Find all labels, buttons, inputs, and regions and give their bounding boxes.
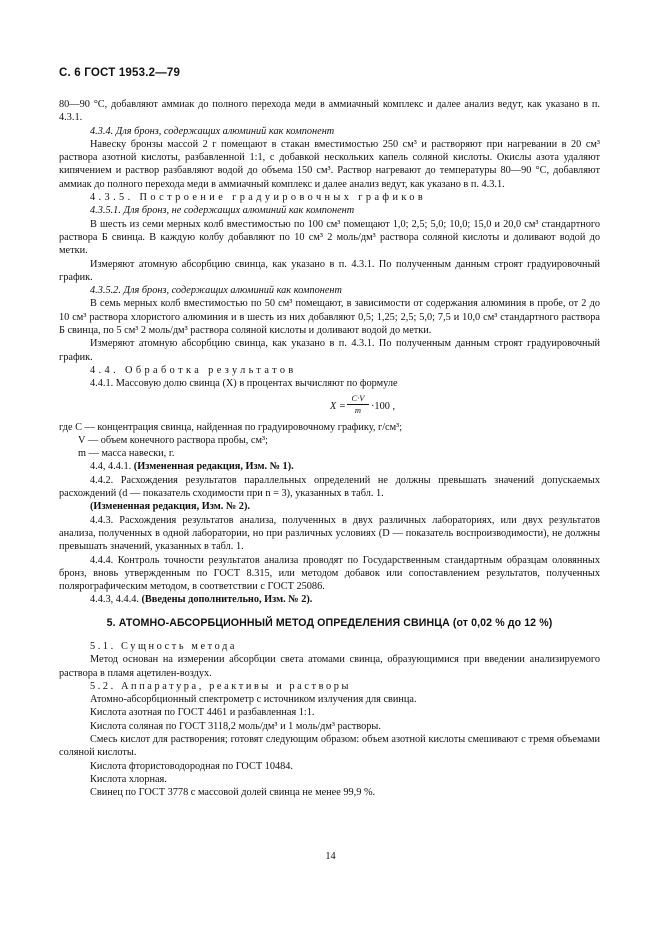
list-item: Свинец по ГОСТ 3778 с массовой долей свинца не менее 99,9 %. bbox=[90, 787, 376, 799]
list-item: Кислота хлорная. bbox=[90, 773, 167, 785]
list-item: Кислота фтористоводородная по ГОСТ 10484. bbox=[90, 760, 293, 772]
amendment-note bbox=[59, 593, 600, 606]
paragraph: Метод основан на измерении абсорбции света атомами свинца, образующимися при введении анализируемого раствора в пламя ацетилен-воздух. bbox=[59, 654, 600, 679]
amendment-text: (Измененная редакция, Изм. № 1). bbox=[133, 461, 294, 473]
page-number: 14 bbox=[325, 851, 336, 862]
subsection-heading: 4.4. Обработка результатов bbox=[90, 364, 297, 376]
formula-fraction bbox=[347, 393, 369, 416]
paragraph: В шесть из семи мерных колб вместимостью по 100 см³ помещают 1,0; 2,5; 5,0; 10,0; 15,0 и 20,0 см³ стандартного раствора Б свинца. В каждую колбу добавляют по 10 см³ 2 моль/дм³ раствора соляной кислоты и доливают водой до метки. bbox=[59, 218, 600, 257]
formula-numerator: C·V bbox=[347, 393, 369, 405]
list-item: Атомно-абсорбционный спектрометр с источником излучения для свинца. bbox=[90, 694, 417, 706]
amendment-note: (Измененная редакция, Изм. № 2). bbox=[90, 501, 250, 513]
list-item: Кислота соляная по ГОСТ 3118,2 моль/дм³ и 1 моль/дм³ растворы. bbox=[90, 720, 381, 732]
paragraph: 80—90 °С, добавляют аммиак до полного перехода меди в аммиачный комплекс и далее анализ ведут, как указано в п. 4.3.1. bbox=[59, 99, 600, 124]
list-item: Кислота азотная по ГОСТ 4461 и разбавленная 1:1. bbox=[90, 707, 315, 719]
amendment-note bbox=[59, 460, 600, 473]
amendment-ref: 4.4, 4.4.1. bbox=[90, 461, 132, 473]
subsection-heading: 4.3.5. Построение градуировочных графиков bbox=[90, 192, 427, 204]
paragraph: 4.4.1. Массовую долю свинца (X) в процентах вычисляют по формуле bbox=[90, 378, 398, 390]
subsection-heading: 4.3.5.1. Для бронз, не содержащих алюминий как компонент bbox=[90, 205, 355, 217]
amendment-text: (Введены дополнительно, Изм. № 2). bbox=[141, 594, 313, 606]
page-header: С. 6 ГОСТ 1953.2—79 bbox=[59, 67, 181, 79]
paragraph: 4.4.4. Контроль точности результатов анализа проводят по Государственным стандартным образцам оловянных бронз, вновь утвержденным по ГОСТ 8.315, или методом добавок или сопоставлением результатов, полученных полярографическим методом, в соответствии с ГОСТ 25086. bbox=[59, 554, 600, 593]
formula-lhs: X = bbox=[330, 400, 346, 412]
subsection-heading: 4.3.5.2. Для бронз, содержащих алюминий как компонент bbox=[90, 285, 342, 297]
formula bbox=[59, 391, 600, 421]
document-body bbox=[59, 98, 600, 800]
variable-definition: m — масса навески, г. bbox=[78, 448, 175, 460]
formula-rhs: ·100 , bbox=[371, 400, 396, 412]
subsection-heading: 5.1. Сущность метода bbox=[90, 640, 238, 652]
section-title: 5. АТОМНО-АБСОРБЦИОННЫЙ МЕТОД ОПРЕДЕЛЕНИЯ СВИНЦА (от 0,02 % до 12 %) bbox=[106, 616, 553, 629]
subsection-heading: 5.2. Аппаратура, реактивы и растворы bbox=[90, 680, 352, 692]
subsection-heading: 4.3.4. Для бронз, содержащих алюминий как компонент bbox=[90, 125, 335, 137]
amendment-ref: 4.4.3, 4.4.4. bbox=[90, 594, 139, 606]
formula-denominator: m bbox=[354, 404, 362, 415]
paragraph: Измеряют атомную абсорбцию свинца, как указано в п. 4.3.1. По полученным данным строят градуировочный график. bbox=[59, 258, 600, 283]
paragraph: 4.4.3. Расхождения результатов анализа, полученных в двух различных лабораториях, или двух результатов анализа, полученных в одной лаборатории, но при различных условиях (D — показатель воспроизводимости), не должны превышать значений, указанных в табл. 1. bbox=[59, 514, 600, 553]
paragraph: В семь мерных колб вместимостью по 50 см³ помещают, в зависимости от содержания алюминия в пробе, от 2 до 10 см³ раствора хлористого алюминия и в шесть из них добавляют 0,5; 1,25; 2,5; 5,0; 7,5 и 10,0 см³ стандартного раствора Б свинца, по 5 см³ 2 моль/дм³ раствора соляной кислоты и доливают водой до метки. bbox=[59, 298, 600, 337]
list-item: Смесь кислот для растворения; готовят следующим образом: объем азотной кислоты смешивают с тремя объемами соляной кислоты. bbox=[59, 734, 600, 759]
paragraph: 4.4.2. Расхождения результатов параллельных определений не должны превышать значений допускаемых расхождений (d — показатель сходимости при n = 3), указанных в табл. 1. bbox=[59, 474, 600, 500]
variable-definition: V — объем конечного раствора пробы, см³; bbox=[78, 434, 268, 446]
paragraph: Навеску бронзы массой 2 г помещают в стакан вместимостью 250 см³ и растворяют при нагревании в 20 см³ раствора азотной кислоты, разбавленной 1:1, с добавкой нескольких капель соляной кислоты. Окислы азота удаляют кипячением и раствор разбавляют водой до объема 150 см³. Раствор нагревают до температуры 80—90 °С, добавляют аммиак до полного перехода меди в аммиачный комплекс и далее анализ ведут, как указано в п. 4.3.1. bbox=[59, 138, 600, 190]
paragraph: Измеряют атомную абсорбцию свинца, как указано в п. 4.3.1. По полученным данным строят градуировочный график. bbox=[59, 338, 600, 363]
variable-definition: где C — концентрация свинца, найденная по градуировочному графику, г/см³; bbox=[59, 421, 403, 433]
